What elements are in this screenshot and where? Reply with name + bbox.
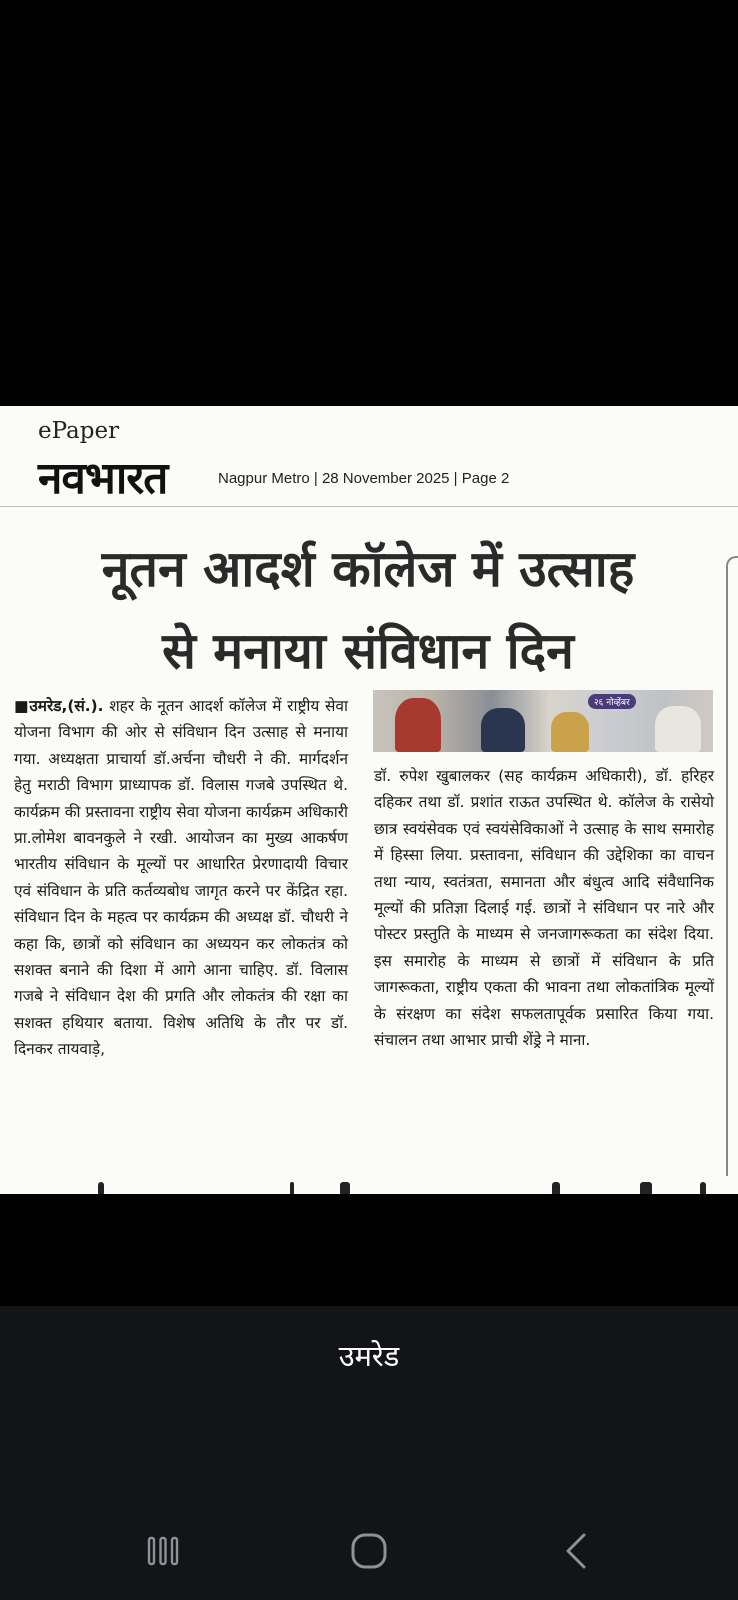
photo-person-3: [551, 712, 589, 752]
masthead: [0, 406, 738, 507]
image-caption: उमरेड: [338, 1339, 400, 1373]
system-navigation-bar: [0, 1502, 738, 1600]
article-headline: [18, 528, 718, 692]
top-black-area: [0, 0, 738, 406]
home-icon: [349, 1531, 389, 1571]
cut-stroke: [98, 1182, 104, 1194]
adjacent-article-border: [726, 556, 738, 1194]
epaper-label: ePaper: [38, 418, 120, 444]
article-photo: [373, 690, 713, 752]
home-button[interactable]: [339, 1528, 399, 1574]
cut-stroke: [340, 1182, 350, 1194]
dateline: ■उमरेड,(सं.).: [14, 697, 104, 715]
photo-banner-text: २६ नोव्हेंबर: [588, 694, 636, 709]
cut-stroke: [640, 1182, 652, 1194]
recents-button[interactable]: [133, 1528, 193, 1574]
photo-person-2: [481, 708, 525, 752]
back-icon: [562, 1531, 592, 1571]
left-body-text: शहर के नूतन आदर्श कॉलेज में राष्ट्रीय सेवा योजना विभाग की ओर से संविधान दिन उत्साह से मनाया गया. अध्यक्षता प्राचार्या डॉ.अर्चना चौधरी ने की. मार्गदर्शन हेतु मराठी विभाग प्राध्यापक डॉ. विलास गजबे उपस्थित थे. कार्यक्रम की प्रस्तावना राष्ट्रीय सेवा योजना कार्यक्रम अधिकारी प्रा.लोमेश बावनकुले ने रखी. आयोजन का मुख्य आकर्षण भारतीय संविधान के मूल्यों पर आधारित प्रेरणादायी विचार एवं संविधान के प्रति कर्तव्यबोध जागृत करने पर केंद्रित रहा. संविधान दिन के महत्व पर कार्यक्रम की अध्यक्ष डॉ. चौधरी ने कहा कि, छात्रों को संविधान का अध्ययन कर लोकतंत्र को सशक्त बनाने की दिशा में आगे आना चाहिए. डॉ. विलास गजबे ने संविधान देश की प्रगति और लोकतंत्र की रक्षा का सशक्त हथियार बताया. विशेष अतिथि के तौर पर डॉ. दिनकर तायवाड़े,: [14, 697, 348, 1059]
article-column-left: [14, 693, 348, 1063]
black-band: [0, 1194, 738, 1306]
caption-area: [0, 1306, 738, 1502]
next-article-cut-edge: [0, 1176, 738, 1194]
newspaper-clipping-image[interactable]: [0, 406, 738, 1194]
cut-stroke: [290, 1182, 294, 1194]
cut-stroke: [552, 1182, 560, 1194]
edition-line: Nagpur Metro | 28 November 2025 | Page 2: [218, 470, 510, 487]
photo-person-1: [395, 698, 441, 752]
recents-icon: [145, 1534, 181, 1568]
back-button[interactable]: [547, 1528, 607, 1574]
photo-person-4: [655, 706, 701, 752]
headline-line-1: नूतन आदर्श कॉलेज में उत्साह: [101, 540, 635, 598]
headline-line-2: से मनाया संविधान दिन: [162, 622, 574, 680]
article-column-right: डॉ. रुपेश खुबालकर (सह कार्यक्रम अधिकारी), डॉ. हरिहर दहिकर तथा डॉ. प्रशांत राऊत उपस्थित थे. कॉलेज के रासेयो छात्र स्वयंसेवक एवं स्वयंसेविकाओं ने उत्साह के साथ समारोह में हिस्सा लिया. प्रस्तावना, संविधान की उद्देशिका का वाचन तथा न्याय, स्वतंत्रता, समानता और बंधुत्व आदि संवैधानिक मूल्यों की प्रतिज्ञा दिलाई गई. छात्रों ने संविधान पर नारे और पोस्टर प्रस्तुति के माध्यम से जनजागरूकता का संदेश दिया. इस समारोह के माध्यम से छात्रों में संविधान के प्रति जागरूकता, राष्ट्रीय एकता की भावना तथा लोकतांत्रिक मूल्यों के संरक्षण का संदेश सफलतापूर्वक प्रसारित किया गया. संचालन तथा आभार प्राची शेंड्रे ने माना.: [374, 767, 714, 1050]
cut-stroke: [700, 1182, 706, 1194]
brand-logo: नवभारत: [38, 453, 168, 504]
